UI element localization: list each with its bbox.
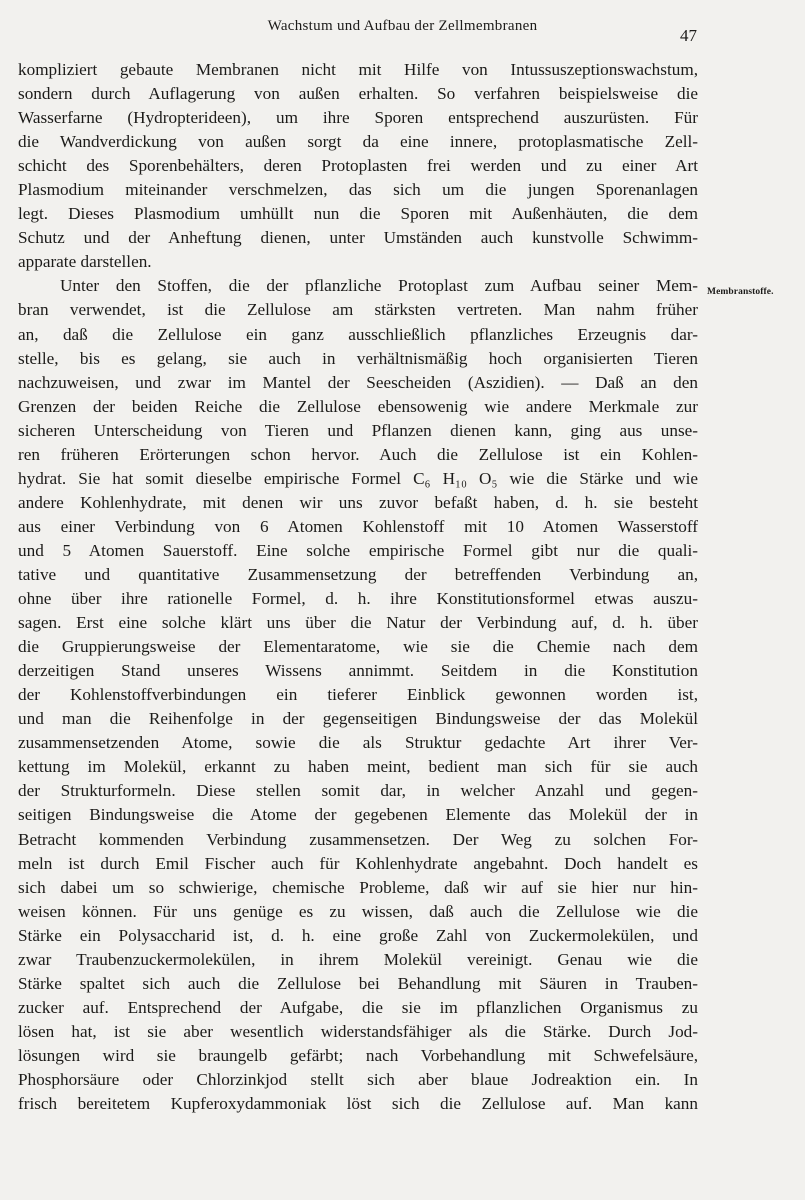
text-line: schicht des Sporenbehälters, deren Protoplasten frei werden und zu einer Art <box>18 156 698 176</box>
text-line: der Strukturformeln. Diese stellen somit dar, in welcher Anzahl und gegen- <box>18 781 698 801</box>
text-line: an, daß die Zellulose ein ganz ausschließlich pflanzliches Erzeugnis dar- <box>18 324 698 344</box>
text-line: weisen können. Für uns genüge es zu wissen, daß auch die Zellulose wie die <box>18 901 698 921</box>
text-line: Stärke spaltet sich auch die Zellulose bei Behandlung mit Säuren in Trauben- <box>18 973 698 993</box>
text-line: andere Kohlenhydrate, mit denen wir uns zuvor befaßt haben, d. h. sie besteht <box>18 492 698 512</box>
text-line: lösen hat, ist sie aber wesentlich widerstandsfähiger als die Stärke. Durch Jod- <box>18 1021 698 1041</box>
text-line: zwar Traubenzuckermolekülen, in ihrem Molekül vereinigt. Genau wie die <box>18 949 698 969</box>
paragraph-start-line: Unter den Stoffen, die der pflanzliche Protoplast zum Aufbau seiner Mem- <box>60 276 698 296</box>
text-line: kettung im Molekül, erkannt zu haben meint, bedient man sich für sie auch <box>18 757 698 777</box>
text-line: Grenzen der beiden Reiche die Zellulose ebensowenig wie andere Merkmale zur <box>18 396 698 416</box>
text-line: sagen. Erst eine solche klärt uns über die Natur der Verbindung auf, d. h. über <box>18 613 698 633</box>
text-line: Schutz und der Anheftung dienen, unter Umständen auch kunstvolle Schwimm- <box>18 228 698 248</box>
body-text <box>18 58 698 1116</box>
text-line: sicheren Unterscheidung von Tieren und Pflanzen dienen kann, ging aus unse- <box>18 420 698 440</box>
text-line: Stärke ein Polysaccharid ist, d. h. eine große Zahl von Zuckermolekülen, und <box>18 925 698 945</box>
text-line: aus einer Verbindung von 6 Atomen Kohlenstoff mit 10 Atomen Wasserstoff <box>18 516 698 536</box>
text-line: die Wandverdickung von außen sorgt da eine innere, protoplasmatische Zell- <box>18 132 698 152</box>
text-line: ren früheren Erörterungen schon hervor. Auch die Zellulose ist ein Kohlen- <box>18 444 698 464</box>
text-line: tative und quantitative Zusammensetzung der betreffenden Verbindung an, <box>18 564 698 584</box>
text-line: derzeitigen Stand unseres Wissens annimmt. Seitdem in die Konstitution <box>18 661 698 681</box>
text-line: sondern durch Auflagerung von außen erhalten. So verfahren beispielsweise die <box>18 84 698 104</box>
text-line: bran verwendet, ist die Zellulose am stärksten vertreten. Man nahm früher <box>18 300 698 320</box>
text-line: Phosphorsäure oder Chlorzinkjod stellt sich aber blaue Jodreaktion ein. In <box>18 1069 698 1089</box>
text-line: der Kohlenstoffverbindungen ein tieferer Einblick gewonnen worden ist, <box>18 685 698 705</box>
text-line: legt. Dieses Plasmodium umhüllt nun die Sporen mit Außenhäuten, die dem <box>18 204 698 224</box>
text-line: zusammensetzenden Atome, sowie die als Struktur gedachte Art ihrer Ver- <box>18 733 698 753</box>
text-line: seitigen Bindungsweise die Atome der gegebenen Elemente das Molekül der in <box>18 805 698 825</box>
paragraph-end-line: apparate darstellen. <box>18 252 152 272</box>
text-line: Betracht kommenden Verbindung zusammensetzen. Der Weg zu solchen For- <box>18 829 698 849</box>
text-line: und 5 Atomen Sauerstoff. Eine solche empirische Formel gibt nur die quali- <box>18 540 698 560</box>
text-line: und man die Reihenfolge in der gegenseitigen Bindungsweise der das Molekül <box>18 709 698 729</box>
text-line: frisch bereitetem Kupferoxydammoniak löst sich die Zellulose auf. Man kann <box>18 1094 698 1114</box>
text-line: ohne über ihre rationelle Formel, d. h. ihre Konstitutionsformel etwas auszu- <box>18 589 698 609</box>
text-line: stelle, bis es gelang, sie auch in verhältnismäßig hoch organisierten Tieren <box>18 348 698 368</box>
text-line: die Gruppierungsweise der Elementaratome, wie sie die Chemie nach dem <box>18 637 698 657</box>
text-line: Wasserfarne (Hydropterideen), um ihre Sporen entsprechend auszurüsten. Für <box>18 108 698 128</box>
text-line: hydrat. Sie hat somit dieselbe empirische Formel C₆ H₁₀ O₅ wie die Stärke und wie <box>18 468 698 488</box>
text-line: zucker auf. Entsprechend der Aufgabe, die sie im pflanzlichen Organismus zu <box>18 997 698 1017</box>
text-line: sich dabei um so schwierige, chemische Probleme, daß wir auf sie hier nur hin- <box>18 877 698 897</box>
page-number: 47 <box>680 26 697 45</box>
text-line: lösungen wird sie braungelb gefärbt; nach Vorbehandlung mit Schwefelsäure, <box>18 1045 698 1065</box>
running-title: Wachstum und Aufbau der Zellmembranen <box>267 18 538 34</box>
text-line: kompliziert gebaute Membranen nicht mit Hilfe von Intussuszeptionswachstum, <box>18 60 698 79</box>
margin-note: Membranstoffe. <box>707 287 774 297</box>
text-line: meln ist durch Emil Fischer auch für Kohlenhydrate angebahnt. Doch handelt es <box>18 853 698 873</box>
text-line: nachzuweisen, und zwar im Mantel der Seescheiden (Aszidien). — Daß an den <box>18 372 698 392</box>
text-line: Plasmodium miteinander verschmelzen, das sich um die jungen Sporenanlagen <box>18 180 698 200</box>
